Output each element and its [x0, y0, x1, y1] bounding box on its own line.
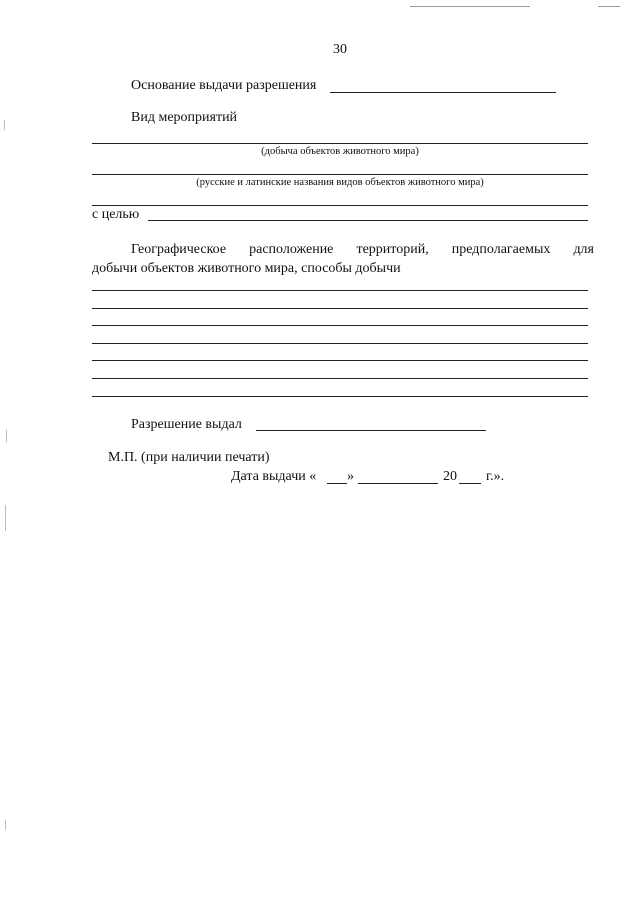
scan-artifact-left-4 [5, 820, 6, 830]
stamp-label: М.П. (при наличии печати) [108, 450, 270, 465]
basis-field-line[interactable] [330, 92, 556, 93]
geo-paragraph-line-2: добычи объектов животного мира, способы добычи [92, 261, 401, 276]
date-month-field-line[interactable] [358, 483, 438, 484]
geo-field-line-3[interactable] [92, 325, 588, 326]
species-names-field-line[interactable] [92, 174, 588, 175]
purpose-field-line[interactable] [148, 220, 588, 221]
geo-word-1: Географическое [131, 242, 227, 257]
page-number: 30 [333, 42, 347, 57]
basis-label: Основание выдачи разрешения [131, 78, 317, 93]
scan-artifact-top [410, 6, 530, 7]
date-day-field-line[interactable] [327, 483, 347, 484]
scan-artifact-left-3 [5, 505, 6, 531]
purpose-label: с целью [92, 207, 140, 222]
scan-artifact-left-2 [6, 430, 7, 442]
issued-by-label: Разрешение выдал [131, 417, 242, 432]
activity-label: Вид мероприятий [131, 110, 238, 125]
scan-artifact-top-right [598, 6, 620, 7]
geo-field-line-4[interactable] [92, 343, 588, 344]
date-year-field-line[interactable] [459, 483, 481, 484]
date-label: Дата выдачи « [231, 469, 317, 484]
scan-artifact-left [4, 120, 5, 130]
issued-by-field-line[interactable] [256, 430, 486, 431]
activity-field-line[interactable] [92, 143, 588, 144]
geo-word-2: расположение [249, 242, 334, 257]
geo-field-line-1[interactable] [92, 290, 588, 291]
geo-field-line-7[interactable] [92, 396, 588, 397]
extraction-caption: (добыча объектов животного мира) [261, 146, 419, 157]
species-names-caption: (русские и латинские названия видов объектов животного мира) [196, 177, 484, 188]
geo-word-4: предполагаемых [451, 242, 551, 257]
geo-paragraph-line-1 [131, 242, 594, 258]
date-close-quote: » [347, 469, 354, 484]
geo-field-line-5[interactable] [92, 360, 588, 361]
geo-field-line-2[interactable] [92, 308, 588, 309]
date-year-prefix: 20 [443, 469, 457, 484]
date-year-suffix: г.». [486, 469, 505, 484]
geo-word-3: территорий, [356, 242, 429, 257]
geo-field-line-6[interactable] [92, 378, 588, 379]
species-names-field-line-2[interactable] [92, 205, 588, 206]
geo-word-5: для [573, 242, 594, 257]
